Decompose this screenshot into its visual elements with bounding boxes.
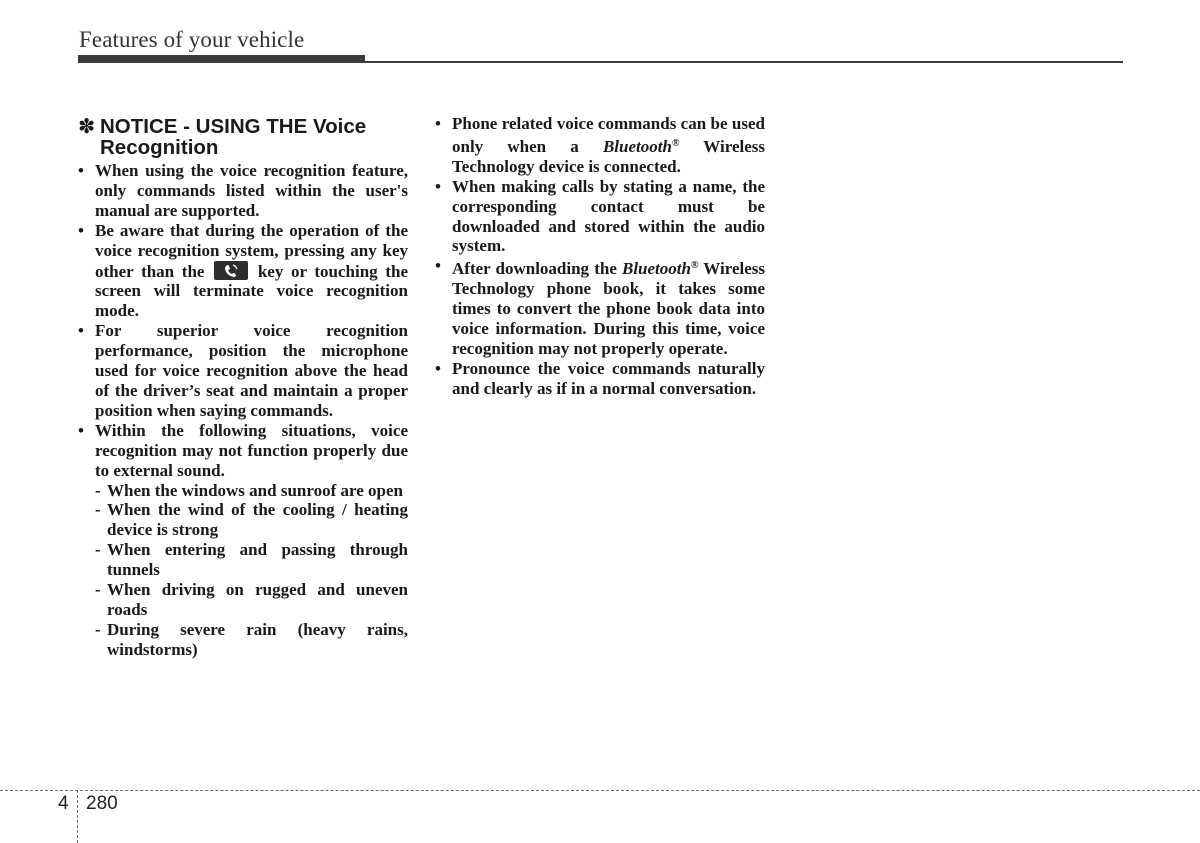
bullet-icon: • (435, 176, 441, 196)
sub-text: During severe rain (heavy rains, windstorms) (107, 619, 408, 659)
list-item (78, 321, 408, 421)
dash-icon: - (95, 619, 101, 639)
bullet-text: Phone related voice commands can be used only when a (452, 114, 765, 156)
bullet-icon: • (78, 220, 84, 240)
talk-key-icon (214, 261, 248, 280)
page-header-title: Features of your vehicle (79, 27, 305, 52)
left-column (78, 115, 408, 660)
sub-text: When the windows and sunroof are open (107, 480, 403, 500)
registered-mark: ® (671, 137, 680, 149)
list-item (78, 161, 408, 221)
bullet-text: key or touching the screen will terminate voice recognition mode. (95, 261, 409, 321)
section-number: 4 (58, 793, 69, 814)
bullet-icon: • (78, 420, 84, 440)
list-item (78, 221, 408, 322)
bullet-text: Be aware that during the operation of the voice recognition system, pressing any key other than the (95, 220, 408, 281)
bullet-icon: • (435, 114, 441, 133)
bullet-text: For superior voice recognition performance, position the microphone used for voice recognition above the head of the driver’s seat and maintain a proper position when saying commands. (95, 321, 408, 420)
bullet-icon: • (435, 256, 441, 276)
dash-icon: - (95, 500, 101, 520)
right-column (435, 114, 765, 399)
footer-divider (77, 790, 78, 843)
sub-list-item (78, 540, 408, 580)
bluetooth-term: Bluetooth (622, 259, 691, 279)
page-number: 280 (86, 793, 118, 814)
sub-list-item (78, 580, 408, 620)
bluetooth-term: Bluetooth (602, 136, 672, 156)
bullet-icon: • (78, 161, 84, 180)
notice-star-icon: ✽ (78, 115, 96, 138)
bullet-text: When using the voice recognition feature, only commands listed within the user's manual are supported. (95, 161, 408, 220)
bullet-text: When making calls by stating a name, the corresponding contact must be downloaded and stored within the audio system. (452, 176, 765, 256)
list-item (435, 359, 765, 399)
sub-list-item (78, 481, 408, 501)
sub-text: When driving on rugged and uneven roads (107, 580, 408, 619)
list-item (435, 256, 765, 359)
header-rule-thick (78, 55, 365, 63)
list-item (435, 114, 765, 177)
header-rule-thin (365, 61, 1123, 63)
notice-title-text: NOTICE - USING THE Voice Recognition (100, 115, 367, 159)
bullet-icon: • (435, 358, 441, 378)
bullet-text: After downloading the (452, 259, 617, 279)
registered-mark: ® (690, 260, 699, 272)
bullet-icon: • (78, 321, 84, 341)
notice-heading (78, 116, 408, 158)
list-item (78, 421, 408, 481)
dash-icon: - (95, 580, 101, 600)
bullet-text: Pronounce the voice commands naturally and clearly as if in a normal conversation. (452, 358, 765, 398)
bullet-text: Wireless Technology phone book, it takes some times to convert the phone book data into voice information. During this time, voice recognition may not properly operate. (452, 259, 765, 358)
sub-text: When entering and passing through tunnels (107, 540, 408, 580)
sub-list-item (78, 620, 408, 660)
dash-icon: - (95, 480, 101, 500)
sub-list-item (78, 500, 408, 540)
dash-icon: - (95, 540, 101, 560)
list-item (435, 177, 765, 257)
footer-rule (0, 790, 1200, 791)
sub-text: When the wind of the cooling / heating device is strong (107, 500, 408, 540)
bullet-text: Within the following situations, voice recognition may not function properly due to external sound. (95, 420, 408, 480)
bullet-text: Wireless Technology device is connected. (452, 136, 765, 176)
